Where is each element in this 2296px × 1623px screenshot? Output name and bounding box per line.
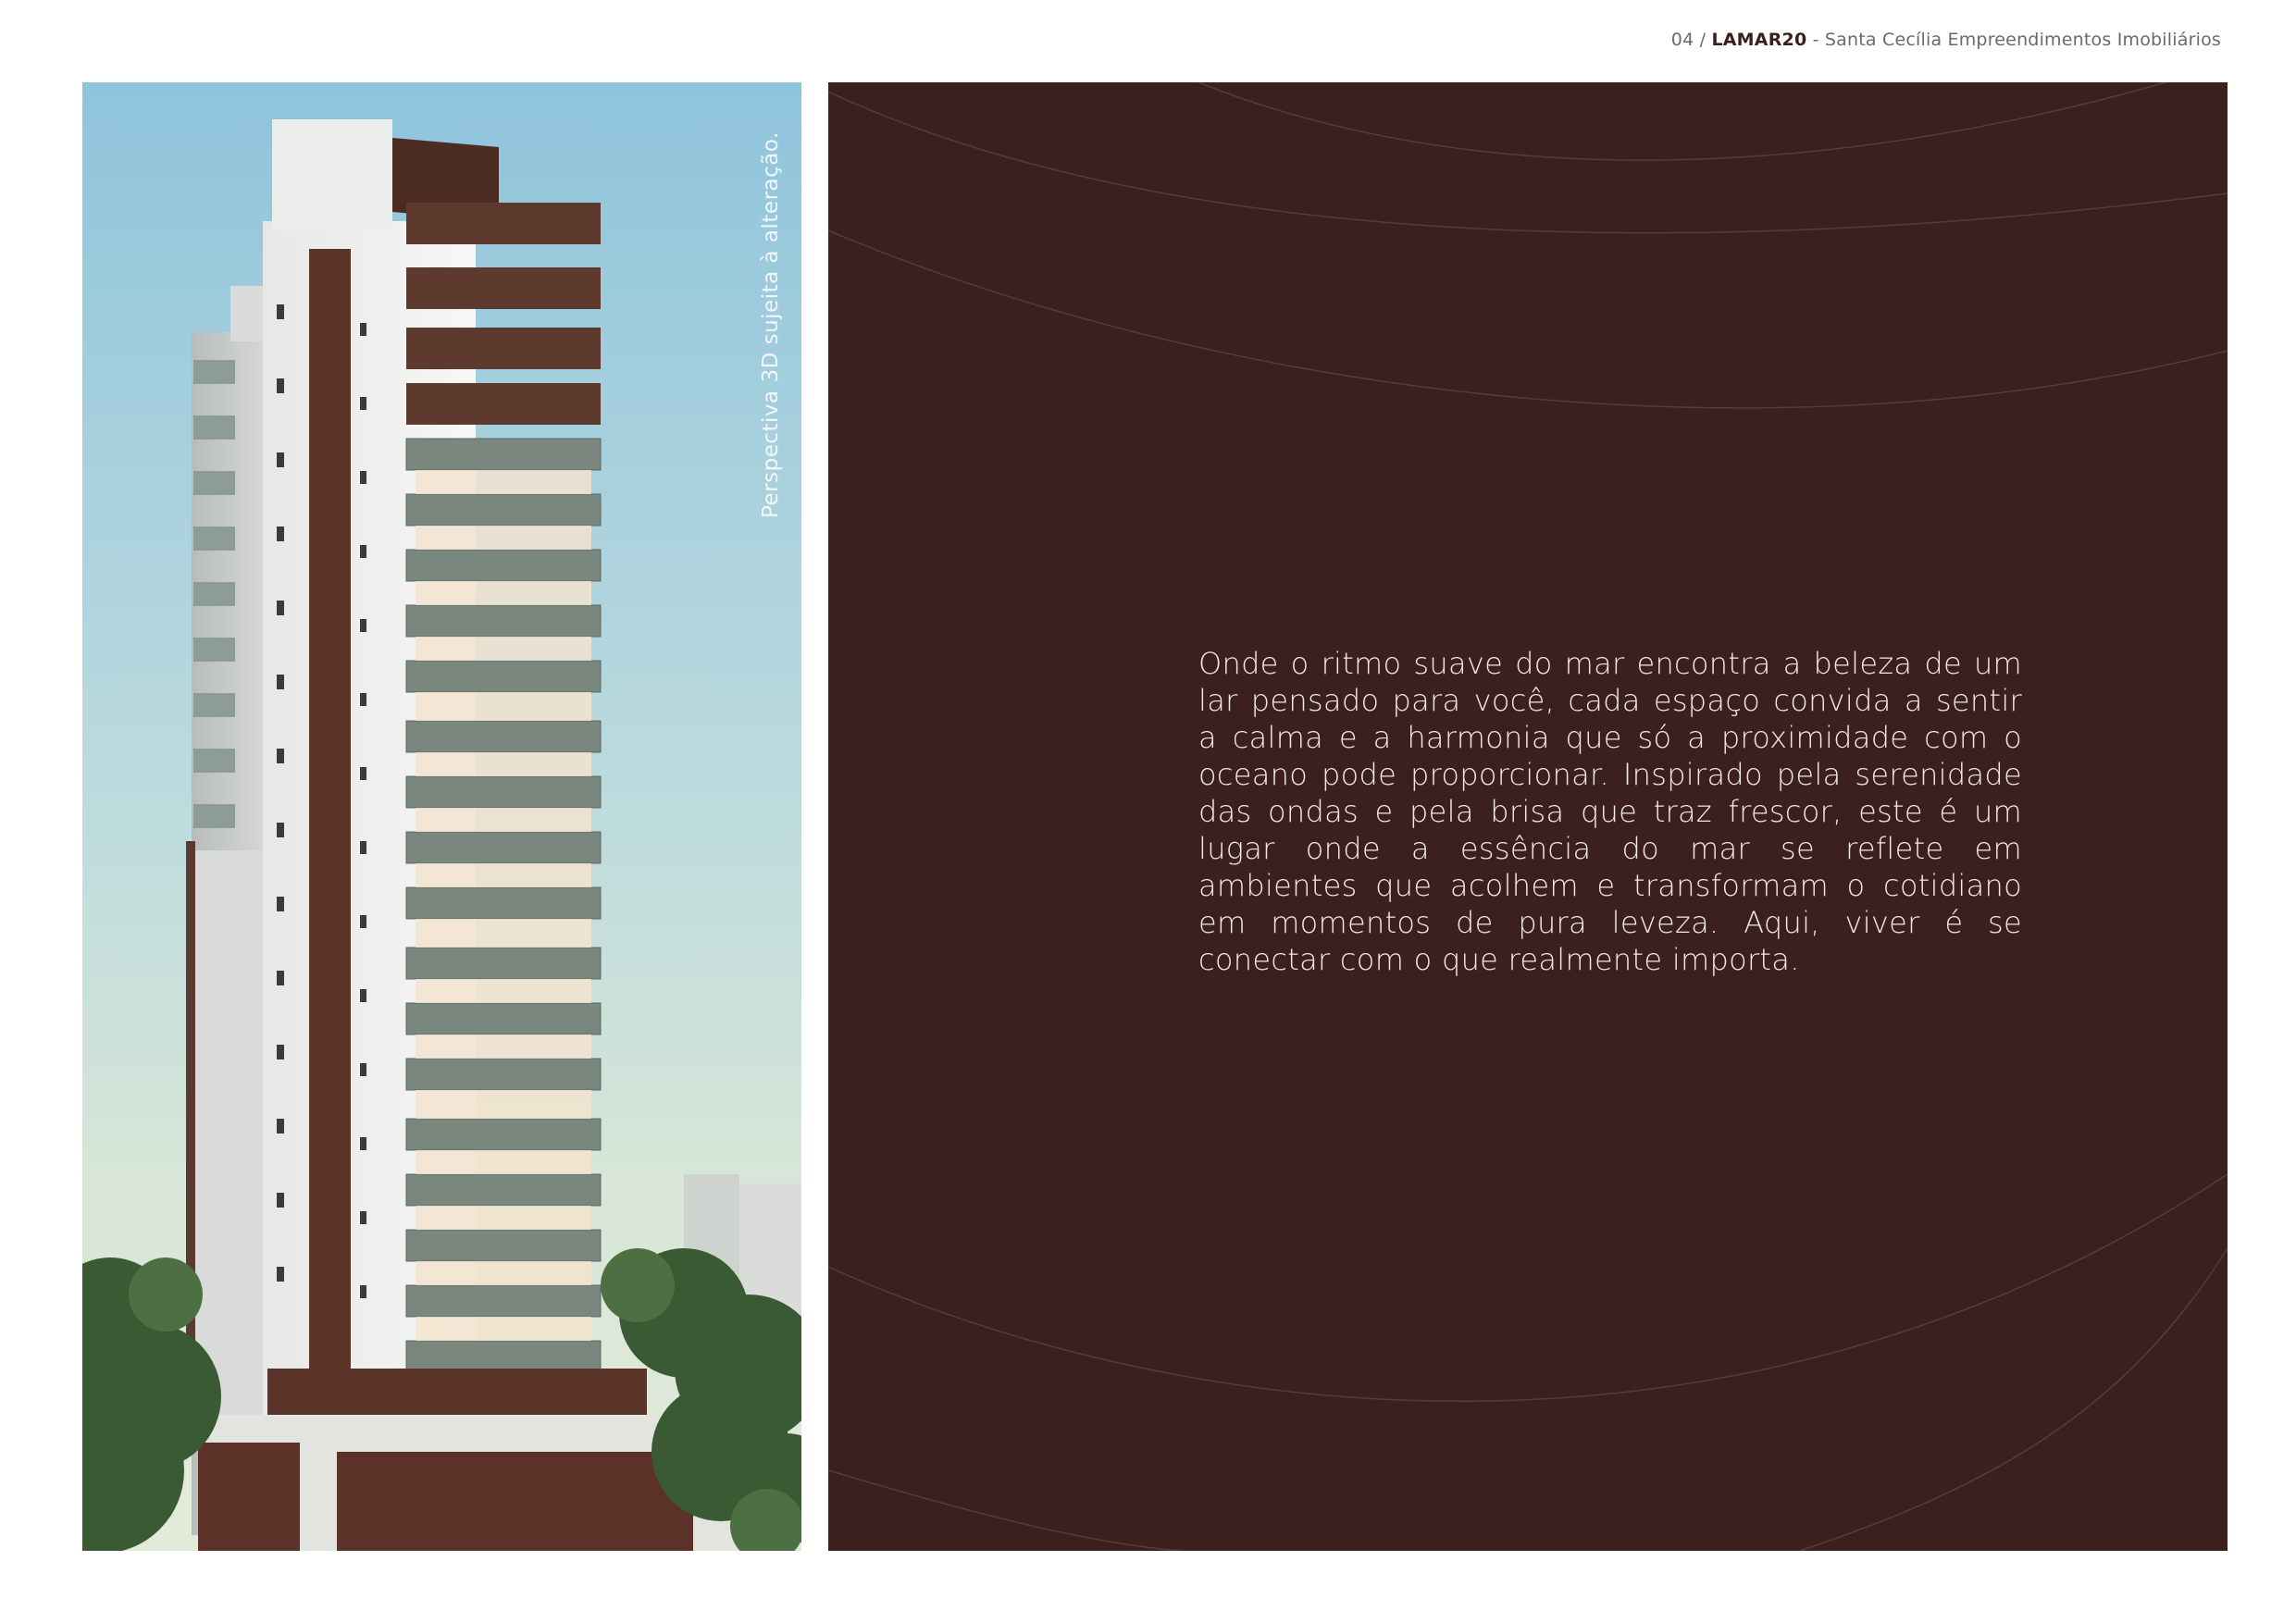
building-rendering — [82, 82, 801, 1551]
rendering-disclaimer: Perspectiva 3D sujeita à alteração. — [759, 131, 783, 518]
building-illustration — [82, 82, 801, 1551]
header-separator: - — [1806, 30, 1825, 50]
text-panel — [828, 82, 2228, 1551]
brand-name: LAMAR20 — [1711, 30, 1807, 50]
intro-paragraph: Onde o ritmo suave do mar encontra a beleza de um lar pensado para você, cada espaço convida a sentir a calma e a harmonia que só a proximidade com o oceano pode proporcionar. Inspirado pela serenidade das ondas e pela brisa que traz frescor, este é um lugar onde a essência do mar se reflete em ambientes que acolhem e transformam o cotidiano em momentos de pura leveza. Aqui, viver é se conectar com o que realmente importa. — [1198, 646, 2022, 977]
page-number: 04 / — [1670, 30, 1706, 50]
company-name: Santa Cecília Empreendimentos Imobiliários — [1824, 30, 2221, 50]
page-header — [1671, 30, 2221, 50]
